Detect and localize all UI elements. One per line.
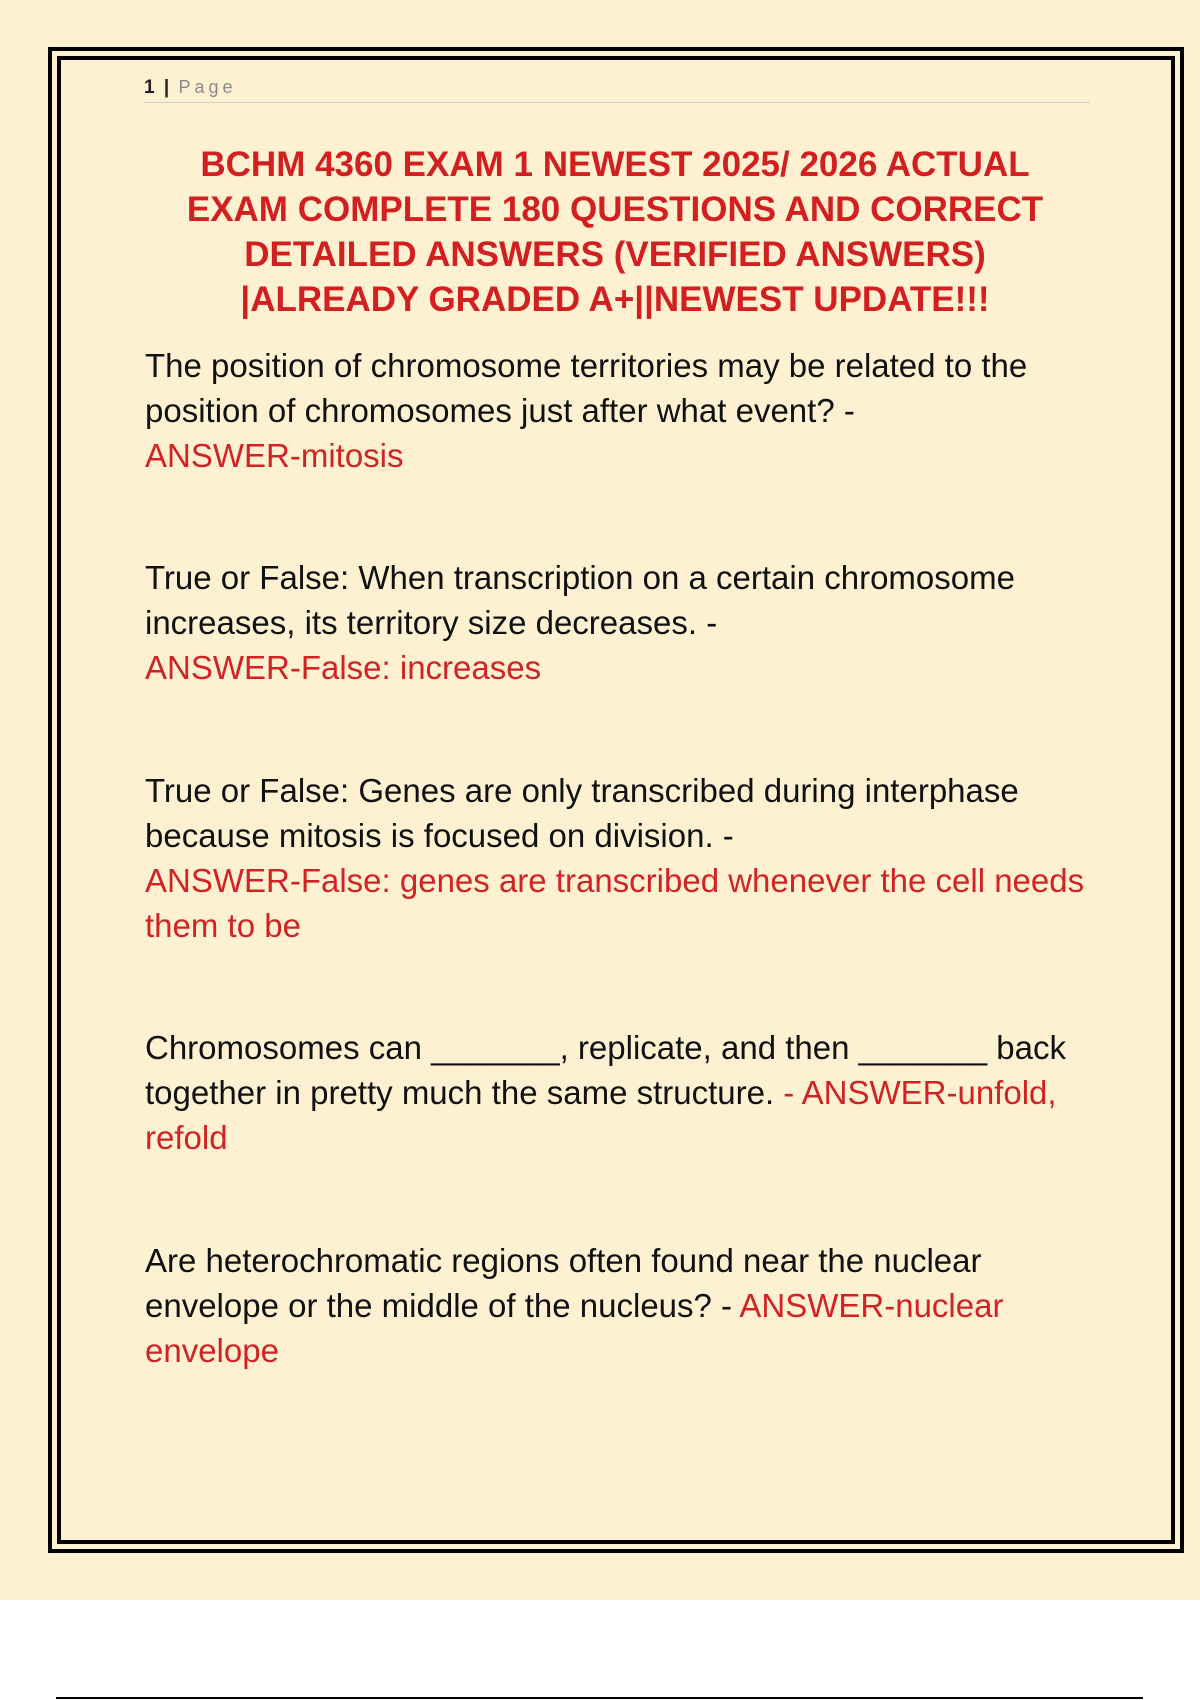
page-label: Page	[178, 77, 237, 97]
qa-item	[145, 343, 1085, 478]
question-text: Chromosomes can _______, replicate, and then _______ back together in pretty much the same structure.	[145, 1029, 1066, 1111]
answer-text: ANSWER-False: genes are transcribed whenever the cell needs them to be	[145, 862, 1085, 944]
page-separator: |	[163, 77, 170, 98]
answer-text: ANSWER-mitosis	[145, 437, 404, 474]
page-number: 1	[144, 77, 155, 98]
answer-text: ANSWER-nuclear envelope	[145, 1287, 1004, 1369]
qa-item	[145, 1238, 1085, 1373]
qa-item	[145, 768, 1085, 948]
question-text: True or False: Genes are only transcribed during interphase because mitosis is focused on division. -	[145, 772, 1019, 854]
page-header	[144, 74, 1090, 103]
question-text: The position of chromosome territories may be related to the position of chromosomes just after what event? -	[145, 347, 1028, 429]
question-text: True or False: When transcription on a certain chromosome increases, its territory size decreases. -	[145, 559, 1015, 641]
qa-item	[145, 1025, 1085, 1160]
answer-text: - ANSWER-unfold, refold	[145, 1074, 1057, 1156]
question-text: Are heterochromatic regions often found near the nuclear envelope or the middle of the nucleus? -	[145, 1242, 982, 1324]
qa-item	[145, 555, 1085, 690]
answer-text: ANSWER-False: increases	[145, 649, 542, 686]
footer-rule	[56, 1697, 1143, 1699]
document-title: BCHM 4360 EXAM 1 NEWEST 2025/ 2026 ACTUAL EXAM COMPLETE 180 QUESTIONS AND CORRECT DETAILED ANSWERS (VERIFIED ANSWERS) |ALREADY GRADED A+||NEWEST UPDATE!!!	[186, 145, 1044, 319]
